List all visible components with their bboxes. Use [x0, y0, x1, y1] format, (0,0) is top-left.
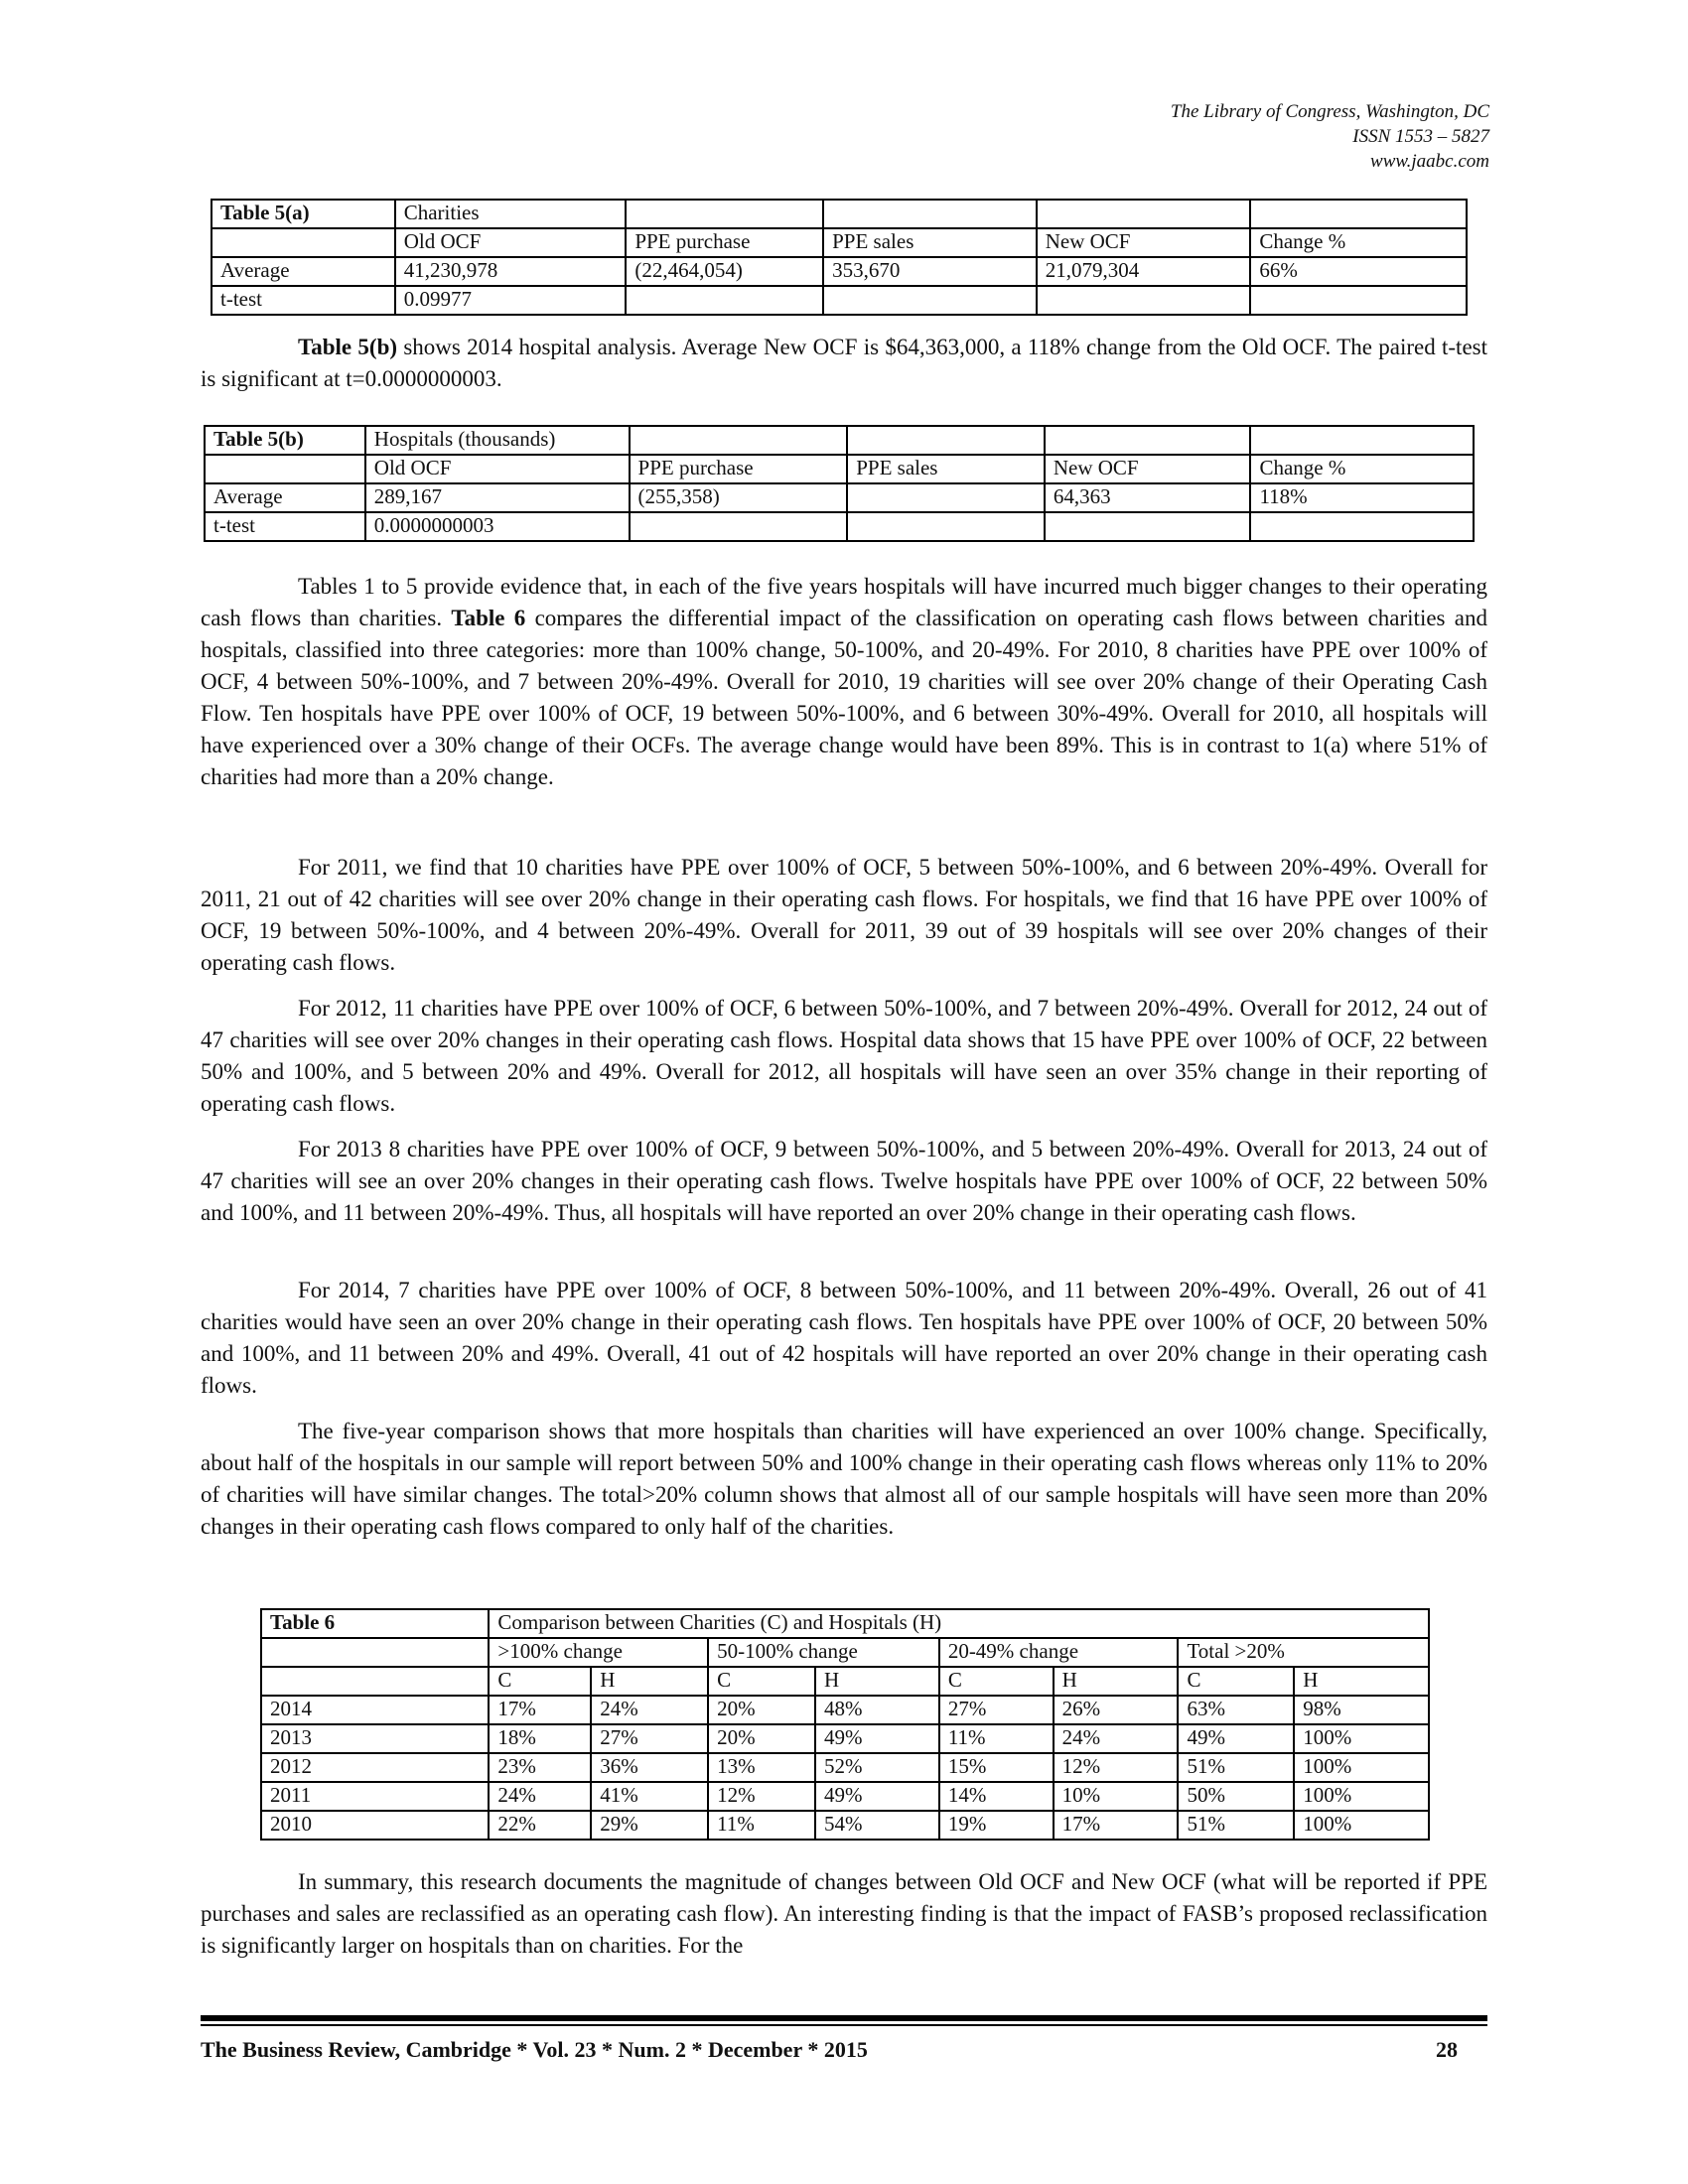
- table-cell: 118%: [1250, 483, 1474, 512]
- row-label: 2014: [261, 1696, 489, 1724]
- column-group-header: 20-49% change: [939, 1638, 1179, 1667]
- row-label: 2010: [261, 1811, 489, 1840]
- journal-citation: The Business Review, Cambridge * Vol. 23 * Num. 2 * December * 2015: [201, 2037, 868, 2062]
- paragraph-1: [201, 571, 1487, 793]
- table-reference: Table 5(b): [298, 335, 398, 359]
- column-header: PPE purchase: [630, 455, 848, 483]
- table-cell: 21,079,304: [1037, 257, 1251, 286]
- footer-rule: [201, 2015, 1487, 2021]
- table-row: [261, 1811, 1429, 1840]
- table-title: Table 6: [261, 1609, 489, 1638]
- table-row: [211, 257, 1467, 286]
- table-header-row: [211, 228, 1467, 257]
- column-group-header: >100% change: [489, 1638, 708, 1667]
- table-header-row: [261, 1638, 1429, 1667]
- table-cell: 63%: [1178, 1696, 1294, 1724]
- table-header-row: [261, 1667, 1429, 1696]
- column-header: PPE sales: [847, 455, 1045, 483]
- table-cell: 24%: [591, 1696, 708, 1724]
- table-row: [261, 1724, 1429, 1753]
- row-label: t-test: [211, 286, 395, 315]
- paragraph-text: compares the differential impact of the classification on operating cash flows between charities and hospitals, classified into three categories: more than 100% change, 50-100%, and 20-49%. For 2010, 8 charities have PPE over 100% of OCF, 4 between 50%-100%, and 7 between 20%-49%. Overall for 2010, 19 charities will see over 20% change of their Operating Cash Flow. Ten hospitals have PPE over 100% of OCF, 19 between 50%-100%, and 6 between 30%-49%. Overall for 2010, all hospitals will have experienced over a 30% change of their OCFs. The average change would have been 89%. This is in contrast to 1(a) where 51% of charities had more than a 20% change.: [201, 606, 1487, 789]
- column-header: New OCF: [1045, 455, 1251, 483]
- table-cell: 66%: [1250, 257, 1467, 286]
- table-cell: 52%: [815, 1753, 939, 1782]
- column-header: PPE purchase: [626, 228, 823, 257]
- table-cell: 22%: [489, 1811, 591, 1840]
- column-header: H: [815, 1667, 939, 1696]
- table-cell: 289,167: [365, 483, 630, 512]
- page-number: 28: [1436, 2037, 1458, 2062]
- row-label: 2012: [261, 1753, 489, 1782]
- table-cell: 41,230,978: [395, 257, 627, 286]
- table-cell: 10%: [1054, 1782, 1179, 1811]
- table-cell: 41%: [591, 1782, 708, 1811]
- table-cell: 54%: [815, 1811, 939, 1840]
- paragraph-4: For 2013 8 charities have PPE over 100% of OCF, 9 between 50%-100%, and 5 between 20%-49%. Overall for 2013, 24 out of 47 charities will see an over 20% changes in their operating cash flows. Twelve hospitals have PPE over 100% of OCF, 22 between 50% and 100%, and 11 between 20%-49%. Thus, all hospitals will have reported an over 20% change in their operating cash flows.: [201, 1137, 1487, 1225]
- column-header: Old OCF: [365, 455, 630, 483]
- table-row: [261, 1609, 1429, 1638]
- column-header: C: [489, 1667, 591, 1696]
- table-caption: Comparison between Charities (C) and Hospitals (H): [489, 1609, 1429, 1638]
- row-label: t-test: [205, 512, 365, 541]
- table-cell: [626, 286, 823, 315]
- table-group-label: Hospitals (thousands): [365, 426, 630, 455]
- table-cell: 12%: [708, 1782, 815, 1811]
- table-cell: [1250, 286, 1467, 315]
- table-cell: [1037, 286, 1251, 315]
- table-5a: [211, 199, 1468, 316]
- table-cell: 23%: [489, 1753, 591, 1782]
- table-row: [211, 286, 1467, 315]
- column-header: H: [1054, 1667, 1179, 1696]
- table-row: [211, 200, 1467, 228]
- table-cell: 50%: [1178, 1782, 1294, 1811]
- header-line-2: ISSN 1553 – 5827: [1352, 126, 1489, 147]
- row-label: Average: [211, 257, 395, 286]
- row-label: 2011: [261, 1782, 489, 1811]
- row-label: 2013: [261, 1724, 489, 1753]
- table-cell: 11%: [708, 1811, 815, 1840]
- table-cell: (255,358): [630, 483, 848, 512]
- table-row: [205, 426, 1474, 455]
- table-cell: [847, 483, 1045, 512]
- column-header: New OCF: [1037, 228, 1251, 257]
- table-cell: 14%: [939, 1782, 1054, 1811]
- table-cell: 64,363: [1045, 483, 1251, 512]
- column-header: H: [1294, 1667, 1429, 1696]
- footer-rule: [201, 2024, 1487, 2026]
- table-title: Table 5(b): [205, 426, 365, 455]
- table-cell: 27%: [591, 1724, 708, 1753]
- table-cell: 36%: [591, 1753, 708, 1782]
- table-group-label: Charities: [395, 200, 627, 228]
- table-cell: 24%: [489, 1782, 591, 1811]
- table-row: [205, 512, 1474, 541]
- page-footer: [201, 2037, 1487, 2063]
- table-cell: [1045, 512, 1251, 541]
- column-header: H: [591, 1667, 708, 1696]
- table-header-row: [205, 455, 1474, 483]
- table-cell: 51%: [1178, 1753, 1294, 1782]
- table-6: [260, 1608, 1430, 1841]
- table-cell: 0.0000000003: [365, 512, 630, 541]
- paragraph-text: Tables 1 to 5 provide evidence that, in each of the five years hospitals will have incurred much bigger changes to their operating cash flows than charities.: [201, 574, 1487, 630]
- column-header: Change %: [1250, 455, 1474, 483]
- table-cell: 100%: [1294, 1782, 1429, 1811]
- column-group-header: Total >20%: [1178, 1638, 1429, 1667]
- table-cell: 100%: [1294, 1724, 1429, 1753]
- table-cell: (22,464,054): [626, 257, 823, 286]
- table-cell: [847, 512, 1045, 541]
- table-cell: 15%: [939, 1753, 1054, 1782]
- header-line-3: www.jaabc.com: [1370, 151, 1489, 172]
- table-cell: 0.09977: [395, 286, 627, 315]
- header-line-1: The Library of Congress, Washington, DC: [1170, 101, 1489, 122]
- table-cell: 27%: [939, 1696, 1054, 1724]
- table-cell: 48%: [815, 1696, 939, 1724]
- table-5b: [204, 425, 1475, 542]
- table-cell: 19%: [939, 1811, 1054, 1840]
- table-row: [261, 1753, 1429, 1782]
- column-group-header: 50-100% change: [708, 1638, 939, 1667]
- column-header: Old OCF: [395, 228, 627, 257]
- table-cell: 13%: [708, 1753, 815, 1782]
- table-cell: 98%: [1294, 1696, 1429, 1724]
- table-cell: 17%: [1054, 1811, 1179, 1840]
- table-cell: 11%: [939, 1724, 1054, 1753]
- table-cell: 29%: [591, 1811, 708, 1840]
- column-header: C: [708, 1667, 815, 1696]
- paragraph-7: In summary, this research documents the magnitude of changes between Old OCF and New OCF (what will be reported if PPE purchases and sales are reclassified as an operating cash flow). An interesting finding is that the impact of FASB’s proposed reclassification is significantly larger on hospitals than on charities. For the: [201, 1869, 1487, 1958]
- table-cell: 51%: [1178, 1811, 1294, 1840]
- paragraph-5: For 2014, 7 charities have PPE over 100% of OCF, 8 between 50%-100%, and 11 between 20%-49%. Overall, 26 out of 41 charities would have seen an over 20% change in their operating cash flows. Ten hospitals have PPE over 100% of OCF, 20 between 50% and 100%, and 11 between 20% and 49%. Overall, 41 out of 42 hospitals will have reported an over 20% change in their operating cash flows.: [201, 1278, 1487, 1398]
- table-row: [261, 1696, 1429, 1724]
- paragraph-2: For 2011, we find that 10 charities have PPE over 100% of OCF, 5 between 50%-100%, and 6 between 20%-49%. Overall for 2011, 21 out of 42 charities will see over 20% change in their operating cash flows. For hospitals, we find that 16 have PPE over 100% of OCF, 19 between 50%-100%, and 4 between 20%-49%. Overall for 2011, 39 out of 39 hospitals will see over 20% changes of their operating cash flows.: [201, 855, 1487, 975]
- table-reference: Table 6: [451, 606, 526, 630]
- table-cell: [823, 286, 1037, 315]
- paragraph-text: shows 2014 hospital analysis. Average New OCF is $64,363,000, a 118% change from the Old OCF. The paired t-test is significant at t=0.0000000003.: [201, 335, 1487, 391]
- table-cell: 12%: [1054, 1753, 1179, 1782]
- table-cell: 353,670: [823, 257, 1037, 286]
- table-row: [205, 483, 1474, 512]
- column-header: Change %: [1250, 228, 1467, 257]
- table-cell: [630, 512, 848, 541]
- column-header: PPE sales: [823, 228, 1037, 257]
- table-cell: 100%: [1294, 1811, 1429, 1840]
- table-cell: 49%: [1178, 1724, 1294, 1753]
- table-cell: 24%: [1054, 1724, 1179, 1753]
- table-cell: 17%: [489, 1696, 591, 1724]
- table-cell: 26%: [1054, 1696, 1179, 1724]
- table-cell: [1250, 512, 1474, 541]
- paragraph-6: The five-year comparison shows that more hospitals than charities will have experienced an over 100% change. Specifically, about half of the hospitals in our sample will report between 50% and 100% change in their operating cash flows whereas only 11% to 20% of charities will have similar changes. The total>20% column shows that almost all of our sample hospitals will have seen more than 20% changes in their operating cash flows compared to only half of the charities.: [201, 1419, 1487, 1539]
- paragraph-table-5b: [201, 332, 1487, 395]
- column-header: C: [1178, 1667, 1294, 1696]
- running-header: [1171, 99, 1489, 174]
- table-row: [261, 1782, 1429, 1811]
- column-header: C: [939, 1667, 1054, 1696]
- paragraph-3: For 2012, 11 charities have PPE over 100% of OCF, 6 between 50%-100%, and 7 between 20%-49%. Overall for 2012, 24 out of 47 charities will see over 20% changes in their operating cash flows. Hospital data shows that 15 have PPE over 100% of OCF, 22 between 50% and 100%, and 5 between 20% and 49%. Overall for 2012, all hospitals will have seen an over 35% change in their reporting of operating cash flows.: [201, 996, 1487, 1116]
- table-cell: 100%: [1294, 1753, 1429, 1782]
- table-cell: 49%: [815, 1782, 939, 1811]
- table-title: Table 5(a): [211, 200, 395, 228]
- row-label: Average: [205, 483, 365, 512]
- table-cell: 20%: [708, 1696, 815, 1724]
- table-cell: 49%: [815, 1724, 939, 1753]
- table-cell: 18%: [489, 1724, 591, 1753]
- table-cell: 20%: [708, 1724, 815, 1753]
